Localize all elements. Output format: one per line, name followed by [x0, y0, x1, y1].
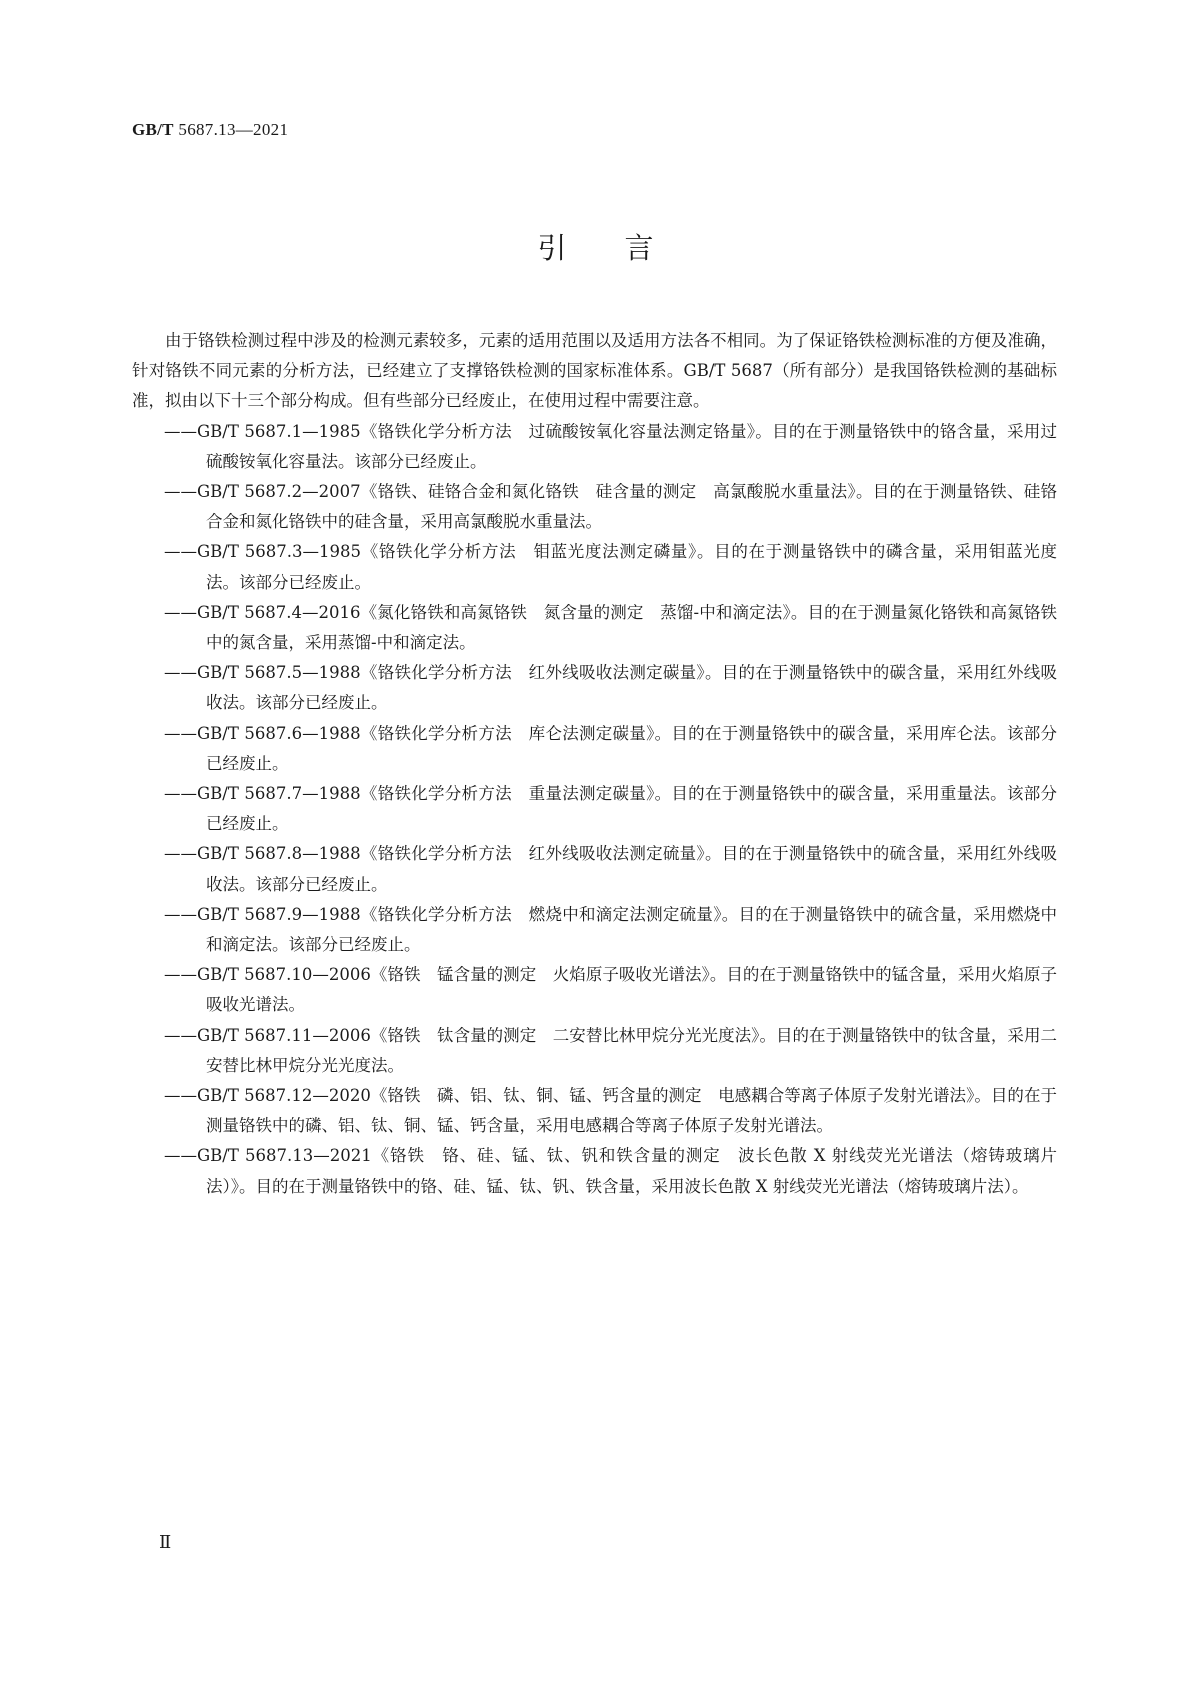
list-item-part-12: ——GB/T 5687.12—2020《铬铁 磷、铝、钛、铜、锰、钙含量的测定 电感耦合等离子体原子发射光谱法》。目的在于测量铬铁中的磷、铝、钛、铜、锰、钙含量，采用电感耦合等离子体原子发射光谱法。	[164, 1086, 1057, 1136]
list-item-part-8: ——GB/T 5687.8—1988《铬铁化学分析方法 红外线吸收法测定硫量》。目的在于测量铬铁中的硫含量，采用红外线吸收法。该部分已经废止。	[164, 844, 1057, 894]
page-title: 引言	[537, 231, 712, 265]
list-item-part-4: ——GB/T 5687.4—2016《氮化铬铁和高氮铬铁 氮含量的测定 蒸馏-中和滴定法》。目的在于测量氮化铬铁和高氮铬铁中的氮含量，采用蒸馏-中和滴定法。	[164, 602, 1057, 653]
list-item-part-2: ——GB/T 5687.2—2007《铬铁、硅铬合金和氮化铬铁 硅含量的测定 高氯酸脱水重量法》。目的在于测量铬铁、硅铬合金和氮化铬铁中的硅含量，采用高氯酸脱水重量法。	[164, 482, 1057, 532]
intro-paragraph: 由于铬铁检测过程中涉及的检测元素较多，元素的适用范围以及适用方法各不相同。为了保证铬铁检测标准的方便及准确，针对铬铁不同元素的分析方法，已经建立了支撑铬铁检测的国家标准体系。GB/T 5687（所有部分）是我国铬铁检测的基础标准，拟由以下十三个部分构成。但有些部分已经废止，在使用过程中需要注意。	[132, 331, 1057, 411]
page-number: Ⅱ	[159, 1532, 172, 1552]
document-body	[132, 326, 1057, 1202]
list-item-part-5: ——GB/T 5687.5—1988《铬铁化学分析方法 红外线吸收法测定碳量》。目的在于测量铬铁中的碳含量，采用红外线吸收法。该部分已经废止。	[164, 663, 1057, 713]
standard-number: 5687.13—2021	[178, 120, 289, 139]
list-item-part-1: ——GB/T 5687.1—1985《铬铁化学分析方法 过硫酸铵氧化容量法测定铬量》。目的在于测量铬铁中的铬含量，采用过硫酸铵氧化容量法。该部分已经废止。	[164, 421, 1057, 471]
document-header	[132, 120, 288, 140]
standard-parts-list	[132, 417, 1057, 1202]
list-item-part-6: ——GB/T 5687.6—1988《铬铁化学分析方法 库仑法测定碳量》。目的在于测量铬铁中的碳含量，采用库仑法。该部分已经废止。	[164, 723, 1057, 773]
standard-prefix: GB/T	[132, 120, 174, 139]
list-item-part-11: ——GB/T 5687.11—2006《铬铁 钛含量的测定 二安替比林甲烷分光光度法》。目的在于测量铬铁中的钛含量，采用二安替比林甲烷分光光度法。	[164, 1025, 1057, 1075]
list-item-part-10: ——GB/T 5687.10—2006《铬铁 锰含量的测定 火焰原子吸收光谱法》。目的在于测量铬铁中的锰含量，采用火焰原子吸收光谱法。	[164, 965, 1057, 1015]
list-item-part-7: ——GB/T 5687.7—1988《铬铁化学分析方法 重量法测定碳量》。目的在于测量铬铁中的碳含量，采用重量法。该部分已经废止。	[164, 784, 1057, 834]
list-item-part-3: ——GB/T 5687.3—1985《铬铁化学分析方法 钼蓝光度法测定磷量》。目的在于测量铬铁中的磷含量，采用钼蓝光度法。该部分已经废止。	[164, 542, 1057, 592]
list-item-part-9: ——GB/T 5687.9—1988《铬铁化学分析方法 燃烧中和滴定法测定硫量》。目的在于测量铬铁中的硫含量，采用燃烧中和滴定法。该部分已经废止。	[164, 904, 1057, 955]
list-item-part-13: ——GB/T 5687.13—2021《铬铁 铬、硅、锰、钛、钒和铁含量的测定 波长色散 X 射线荧光光谱法（熔铸玻璃片法）》。目的在于测量铬铁中的铬、硅、锰、钛、钒、铁含量，采用波长色散 X 射线荧光光谱法（熔铸玻璃片法）。	[164, 1146, 1057, 1196]
